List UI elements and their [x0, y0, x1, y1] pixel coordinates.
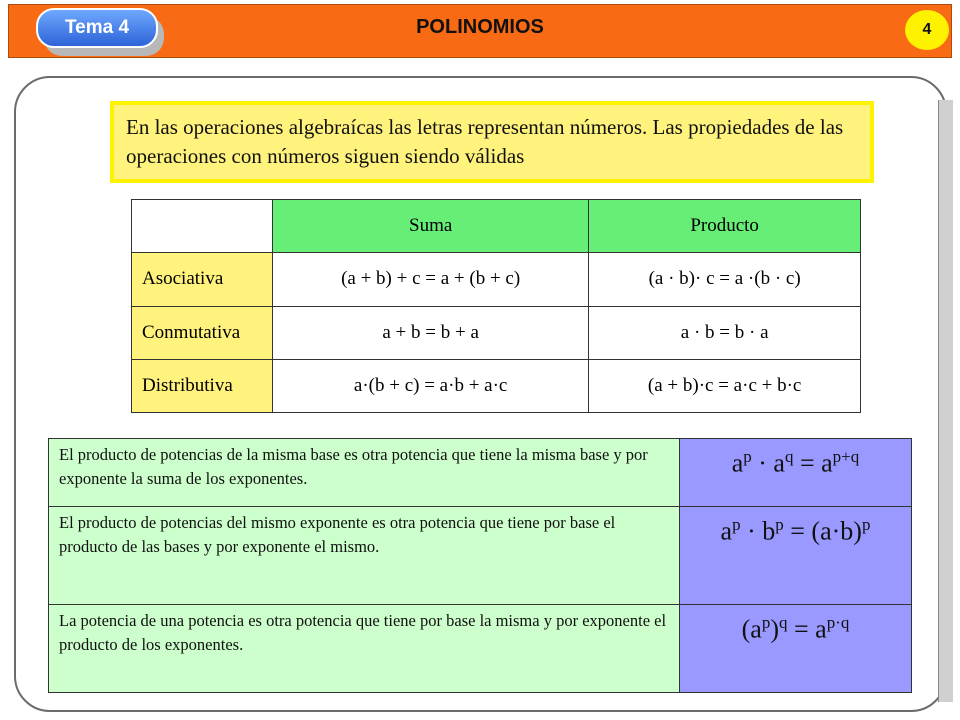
power-rule-row	[49, 605, 912, 693]
table-cell: a · b = b · a	[589, 306, 861, 359]
scrollbar[interactable]	[938, 100, 953, 702]
column-header-suma: Suma	[273, 200, 589, 253]
table-cell: (a + b)·c = a·c + b·c	[589, 359, 861, 412]
power-rule-row	[49, 439, 912, 507]
row-label-conmutativa: Conmutativa	[132, 306, 273, 359]
table-cell: a·(b + c) = a·b + a·c	[273, 359, 589, 412]
table-row	[132, 253, 861, 306]
page-number-badge: 4	[905, 10, 949, 50]
tema-button[interactable]: Tema 4	[36, 8, 158, 48]
rule-formula: $a^p \cdot a^q = a^{p+q}$	[680, 439, 912, 507]
rule-formula: $a^p \cdot b^p = (a\cdot b)^p$	[680, 507, 912, 605]
table-corner-cell	[132, 200, 273, 253]
table-cell: a + b = b + a	[273, 306, 589, 359]
rule-description: El producto de potencias de la misma base es otra potencia que tiene la misma base y por exponente la suma de los exponentes.	[49, 439, 680, 507]
column-header-producto: Producto	[589, 200, 861, 253]
power-rule-row	[49, 507, 912, 605]
table-cell: (a · b)· c = a ·(b · c)	[589, 253, 861, 306]
power-rules-table	[48, 438, 912, 693]
properties-table	[131, 199, 861, 413]
row-label-distributiva: Distributiva	[132, 359, 273, 412]
intro-box: En las operaciones algebraícas las letras representan números. Las propiedades de las operaciones con números siguen siendo válidas	[110, 101, 874, 183]
table-row	[132, 306, 861, 359]
table-cell: (a + b) + c = a + (b + c)	[273, 253, 589, 306]
rule-description: El producto de potencias del mismo exponente es otra potencia que tiene por base el producto de las bases y por exponente el mismo.	[49, 507, 680, 605]
rule-description: La potencia de una potencia es otra potencia que tiene por base la misma y por exponente el producto de los exponentes.	[49, 605, 680, 693]
page-title: POLINOMIOS	[416, 16, 544, 38]
table-row	[132, 359, 861, 412]
rule-formula: $(a^p)^q = a^{p\cdot q}$	[680, 605, 912, 693]
row-label-asociativa: Asociativa	[132, 253, 273, 306]
